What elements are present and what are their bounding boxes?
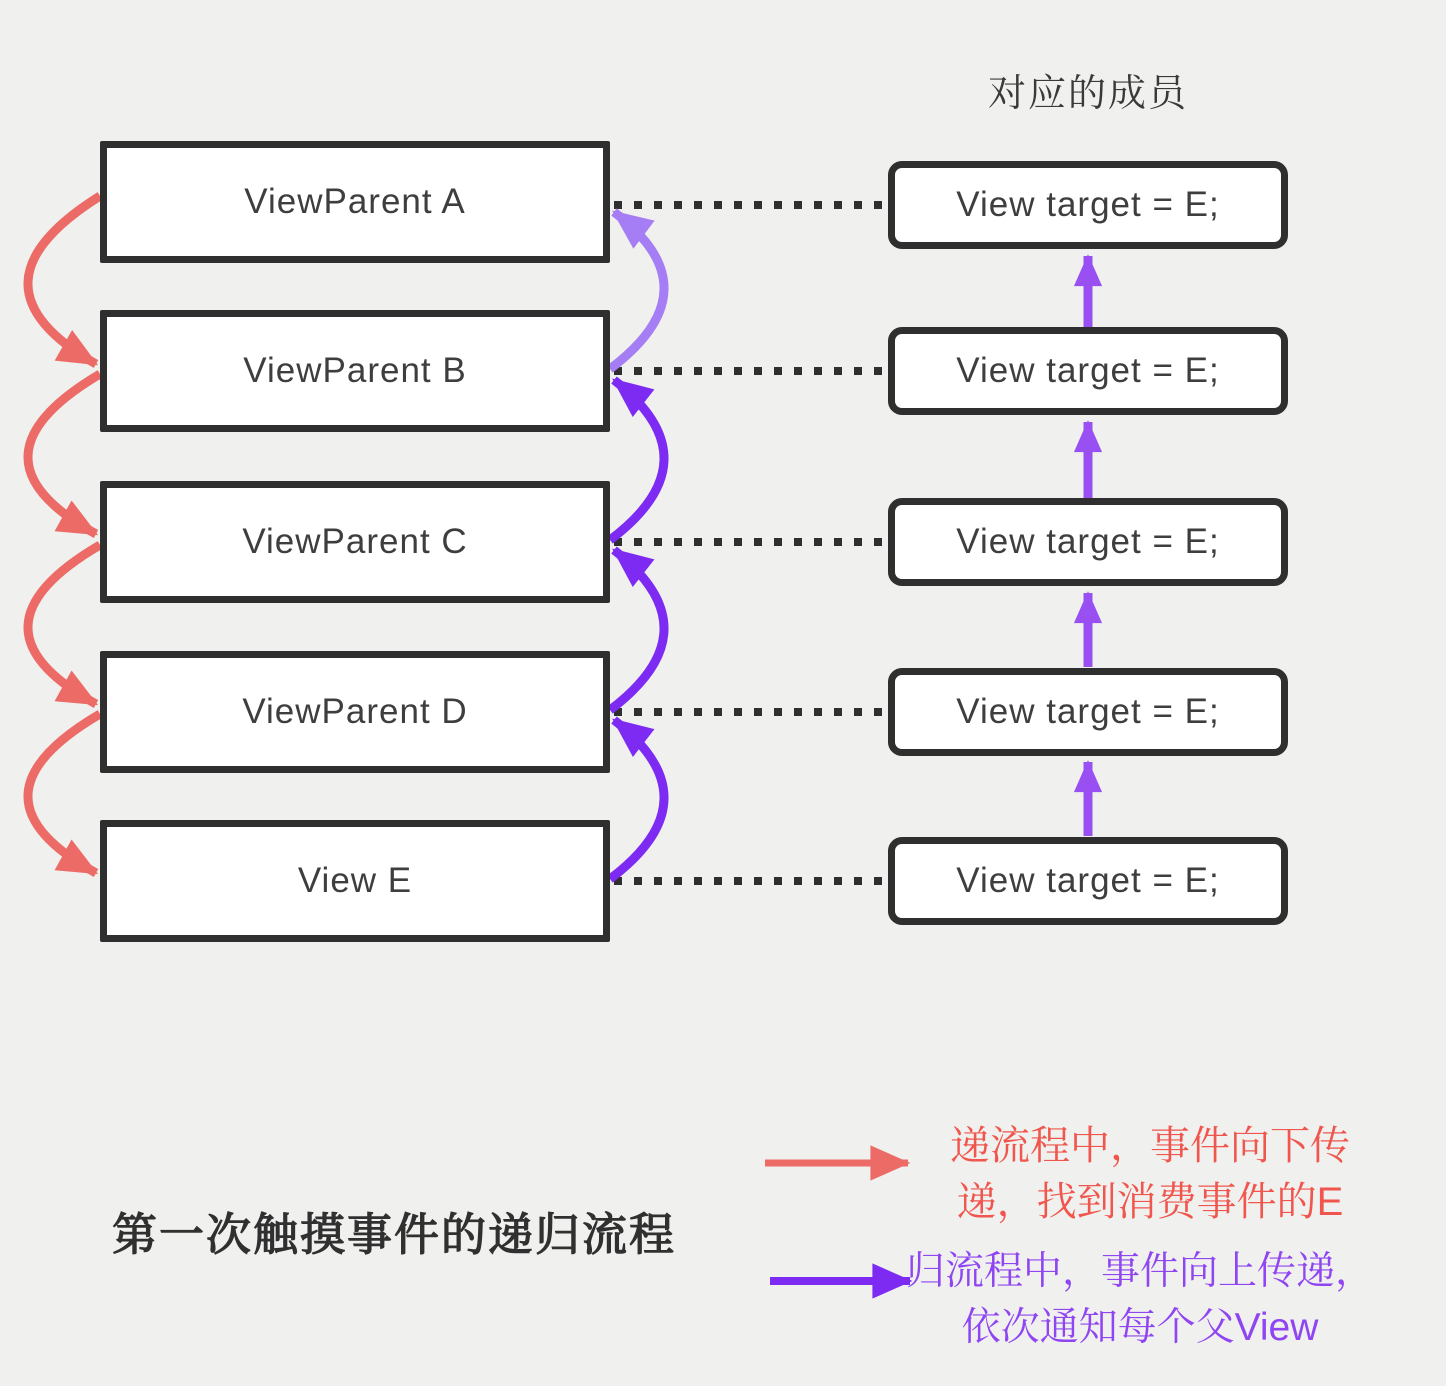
member-box-2 [888,327,1288,415]
up-arrow-d-to-c [610,550,664,710]
legend-down-line-2: 递，找到消费事件的E [956,1180,1344,1224]
member-label-1: View target = E; [956,185,1220,224]
down-arrow-c-to-d [28,545,100,704]
member-box-5 [888,837,1288,925]
members-column-title: 对应的成员 [987,73,1188,115]
legend-down-text [945,1118,1355,1230]
down-arrow-d-to-e [28,714,100,873]
viewparent-c-box [100,481,610,603]
member-box-4 [888,668,1288,756]
down-arrow-b-to-c [28,374,100,534]
member-label-3: View target = E; [956,522,1220,561]
member-box-3 [888,498,1288,586]
member-box-1 [888,161,1288,249]
up-arrow-b-to-a [610,212,664,369]
viewparent-b-label: ViewParent B [243,351,467,390]
view-e-label: View E [297,861,413,900]
diagram-caption: 第一次触摸事件的递归流程 [112,1209,677,1260]
viewparent-a-box [100,141,610,263]
viewparent-d-label: ViewParent D [242,692,468,731]
member-label-5: View target = E; [956,861,1220,900]
member-label-2: View target = E; [956,351,1220,390]
legend-up-line-1: 归流程中，事件向上传递， [905,1250,1374,1293]
viewparent-b-box [100,310,610,432]
up-arrow-c-to-b [610,380,664,540]
viewparent-d-box [100,651,610,773]
legend-down-line-1: 递流程中，事件向下传 [950,1124,1350,1168]
legend-up-line-2: 依次通知每个父View [961,1306,1319,1349]
viewparent-a-label: ViewParent A [244,182,466,221]
legend-up-text [905,1244,1375,1356]
viewparent-c-label: ViewParent C [242,522,468,561]
down-arrow-a-to-b [28,196,100,364]
up-arrow-e-to-d [610,720,664,879]
view-e-box [100,820,610,942]
member-label-4: View target = E; [956,692,1220,731]
